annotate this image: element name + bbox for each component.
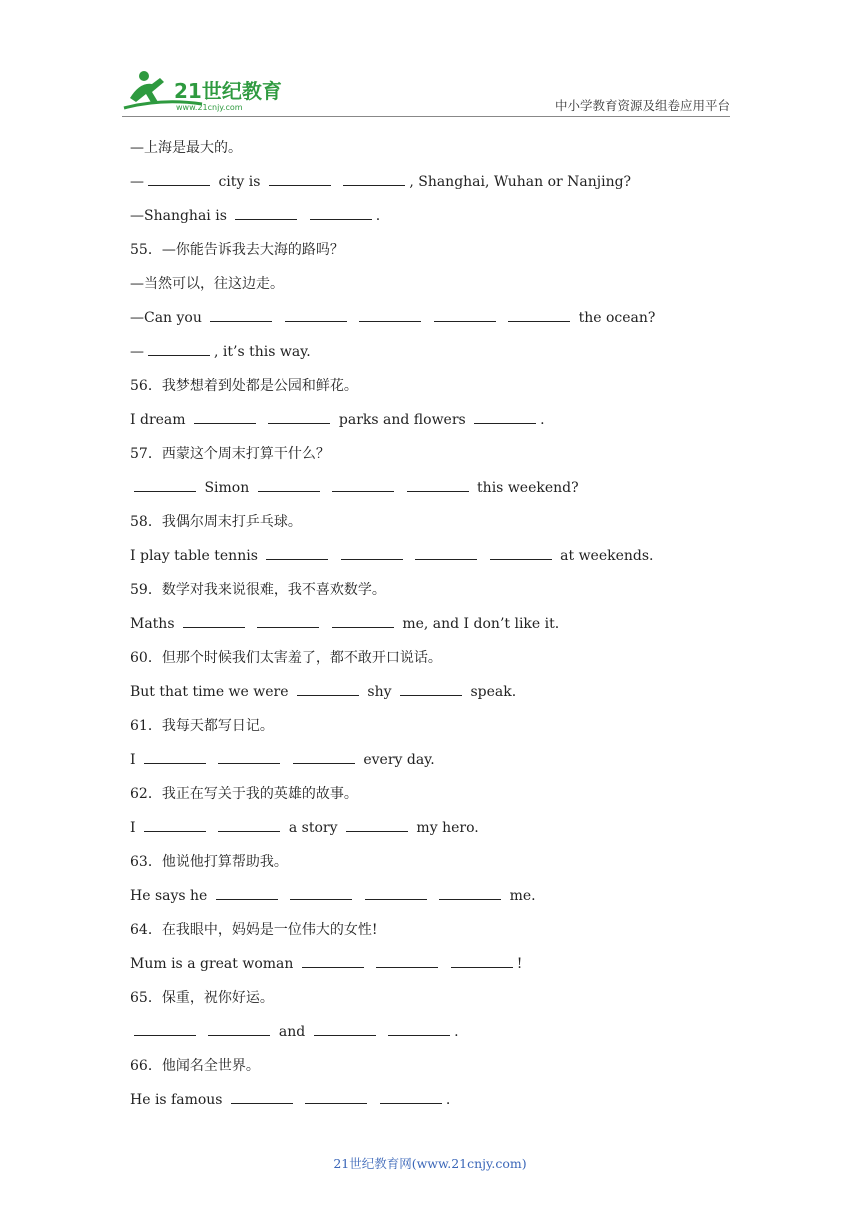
logo-main-text: 21世纪教育: [174, 79, 282, 103]
text-line: [130, 202, 730, 236]
line-text: 55．—你能告诉我去大海的路吗？: [130, 242, 344, 258]
line-text: [301, 208, 305, 224]
line-text: 60．但那个时候我们太害羞了，都不敢开口说话。: [130, 650, 442, 666]
line-text: me, and I don’t like it.: [397, 616, 560, 632]
line-text: every day.: [358, 752, 435, 768]
answer-blank[interactable]: [257, 613, 319, 628]
text-line: [130, 1086, 730, 1120]
line-text: and: [274, 1024, 310, 1040]
answer-blank[interactable]: [343, 171, 405, 186]
line-text: [260, 412, 264, 428]
answer-blank[interactable]: [148, 171, 210, 186]
line-text: But that time we were: [130, 684, 293, 700]
line-text: , Shanghai, Wuhan or Nanjing?: [409, 174, 632, 190]
answer-blank[interactable]: [388, 1021, 450, 1036]
answer-blank[interactable]: [305, 1089, 367, 1104]
logo-sub-text: www.21cnjy.com: [176, 103, 243, 112]
text-line: [130, 882, 730, 916]
line-text: Maths: [130, 616, 179, 632]
text-line: [130, 950, 730, 984]
text-line: [130, 610, 730, 644]
answer-blank[interactable]: [144, 749, 206, 764]
text-line: [130, 372, 730, 406]
text-line: [130, 1052, 730, 1086]
answer-blank[interactable]: [434, 307, 496, 322]
line-text: [398, 480, 402, 496]
answer-blank[interactable]: [490, 545, 552, 560]
line-text: .: [454, 1024, 459, 1040]
answer-blank[interactable]: [376, 953, 438, 968]
text-line: [130, 746, 730, 780]
line-text: 64．在我眼中，妈妈是一位伟大的女性!: [130, 922, 378, 938]
answer-blank[interactable]: [258, 477, 320, 492]
line-text: [324, 480, 328, 496]
line-text: [284, 752, 288, 768]
answer-blank[interactable]: [341, 545, 403, 560]
answer-blank[interactable]: [269, 171, 331, 186]
line-text: 57．西蒙这个周末打算干什么？: [130, 446, 330, 462]
line-text: [297, 1092, 301, 1108]
line-text: —上海是最大的。: [130, 140, 242, 156]
answer-blank[interactable]: [218, 749, 280, 764]
line-text: —Can you: [130, 310, 207, 326]
answer-blank[interactable]: [216, 885, 278, 900]
line-text: 61．我每天都写日记。: [130, 718, 274, 734]
line-text: 63．他说他打算帮助我。: [130, 854, 288, 870]
answer-blank[interactable]: [266, 545, 328, 560]
line-text: [210, 752, 214, 768]
answer-blank[interactable]: [268, 409, 330, 424]
text-line: [130, 168, 730, 202]
page-footer: 21世纪教育网(www.21cnjy.com): [333, 1156, 527, 1171]
answer-blank[interactable]: [134, 1021, 196, 1036]
text-line: [130, 542, 730, 576]
line-text: parks and flowers: [334, 412, 471, 428]
answer-blank[interactable]: [400, 681, 462, 696]
answer-blank[interactable]: [508, 307, 570, 322]
line-text: [380, 1024, 384, 1040]
answer-blank[interactable]: [210, 307, 272, 322]
line-text: 66．他闻名全世界。: [130, 1058, 260, 1074]
line-text: city is: [214, 174, 265, 190]
text-line: [130, 270, 730, 304]
platform-name: 中小学教育资源及组卷应用平台: [554, 98, 730, 113]
text-line: [130, 508, 730, 542]
answer-blank[interactable]: [293, 749, 355, 764]
text-line: [130, 712, 730, 746]
line-text: [442, 956, 446, 972]
line-text: —: [130, 344, 144, 360]
line-text: my hero.: [411, 820, 479, 836]
answer-blank[interactable]: [183, 613, 245, 628]
text-line: [130, 780, 730, 814]
answer-blank[interactable]: [359, 307, 421, 322]
header-divider: [122, 116, 730, 117]
text-line: [130, 916, 730, 950]
line-text: I play table tennis: [130, 548, 263, 564]
line-text: 65．保重，祝你好运。: [130, 990, 274, 1006]
line-text: He says he: [130, 888, 212, 904]
answer-blank[interactable]: [380, 1089, 442, 1104]
answer-blank[interactable]: [231, 1089, 293, 1104]
line-text: [481, 548, 485, 564]
text-line: [130, 236, 730, 270]
text-line: [130, 440, 730, 474]
line-text: .: [445, 1092, 451, 1108]
line-text: [276, 310, 280, 326]
text-line: [130, 474, 730, 508]
line-text: [368, 956, 372, 972]
line-text: I: [130, 820, 140, 836]
text-line: [130, 984, 730, 1018]
answer-blank[interactable]: [314, 1021, 376, 1036]
text-line: [130, 134, 730, 168]
line-text: Mum is a great woman: [130, 956, 298, 972]
answer-blank[interactable]: [194, 409, 256, 424]
text-line: [130, 576, 730, 610]
answer-blank[interactable]: [302, 953, 364, 968]
answer-blank[interactable]: [148, 341, 210, 356]
line-text: at weekends.: [555, 548, 654, 564]
line-text: [210, 820, 214, 836]
line-text: Simon: [200, 480, 254, 496]
line-text: [407, 548, 411, 564]
line-text: , it’s this way.: [214, 344, 311, 360]
line-text: He is famous: [130, 1092, 227, 1108]
line-text: .: [375, 208, 381, 224]
line-text: this weekend?: [472, 480, 579, 496]
line-text: [335, 174, 339, 190]
text-line: [130, 678, 730, 712]
answer-blank[interactable]: [474, 409, 536, 424]
line-text: !: [516, 956, 523, 972]
text-line: [130, 304, 730, 338]
text-line: [130, 848, 730, 882]
answer-blank[interactable]: [346, 817, 408, 832]
line-text: a story: [284, 820, 342, 836]
answer-blank[interactable]: [297, 681, 359, 696]
answer-blank[interactable]: [235, 205, 297, 220]
answer-blank[interactable]: [415, 545, 477, 560]
line-text: [356, 888, 360, 904]
text-line: [130, 338, 730, 372]
logo-21cnjy: [122, 68, 292, 116]
line-text: —Shanghai is: [130, 208, 232, 224]
answer-blank[interactable]: [290, 885, 352, 900]
line-text: I: [130, 752, 140, 768]
line-text: 59．数学对我来说很难，我不喜欢数学。: [130, 582, 386, 598]
line-text: I dream: [130, 412, 190, 428]
line-text: .: [540, 412, 545, 428]
line-text: me.: [505, 888, 536, 904]
text-line: [130, 814, 730, 848]
text-line: [130, 406, 730, 440]
line-text: [425, 310, 429, 326]
answer-blank[interactable]: [310, 205, 372, 220]
answer-blank[interactable]: [218, 817, 280, 832]
line-text: [249, 616, 253, 632]
answer-blank[interactable]: [332, 477, 394, 492]
line-text: [323, 616, 327, 632]
line-text: [200, 1024, 204, 1040]
line-text: —: [130, 174, 144, 190]
answer-blank[interactable]: [332, 613, 394, 628]
line-text: 62．我正在写关于我的英雄的故事。: [130, 786, 358, 802]
line-text: [351, 310, 355, 326]
line-text: shy: [362, 684, 396, 700]
answer-blank[interactable]: [134, 477, 196, 492]
answer-blank[interactable]: [208, 1021, 270, 1036]
line-text: [500, 310, 504, 326]
line-text: 58．我偶尔周末打乒乓球。: [130, 514, 302, 530]
line-text: [371, 1092, 375, 1108]
text-line: [130, 1018, 730, 1052]
line-text: [431, 888, 435, 904]
line-text: speak.: [466, 684, 517, 700]
answer-blank[interactable]: [365, 885, 427, 900]
line-text: 56．我梦想着到处都是公园和鲜花。: [130, 378, 358, 394]
answer-blank[interactable]: [285, 307, 347, 322]
page-header: [0, 0, 860, 120]
answer-blank[interactable]: [451, 953, 513, 968]
text-line: [130, 644, 730, 678]
line-text: [282, 888, 286, 904]
answer-blank[interactable]: [439, 885, 501, 900]
answer-blank[interactable]: [407, 477, 469, 492]
line-text: the ocean?: [574, 310, 656, 326]
line-text: [332, 548, 336, 564]
answer-blank[interactable]: [144, 817, 206, 832]
exercise-content: [130, 134, 730, 1120]
line-text: —当然可以，往这边走。: [130, 276, 284, 292]
